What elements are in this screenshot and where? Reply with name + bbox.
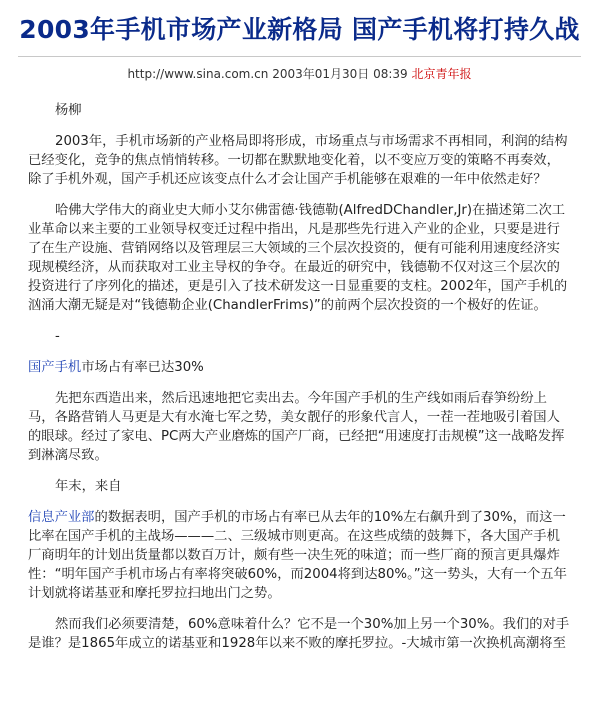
article-body (28, 82, 571, 653)
paragraph-5 (28, 508, 571, 603)
paragraph-3: 先把东西造出来，然后迅速地把它卖出去。今年国产手机的生产线如雨后春笋纷纷上马，各路营销人马更是大有水淹七军之势，美女靓仔的形象代言人，一茬一茬地吸引着国人的眼球。经过了家电、PC两大产业磨炼的国产厂商，已经把“用速度打击规模”这一战略发挥到淋漓尽致。 (28, 391, 565, 463)
paragraph-6: 然而我们必须要清楚，60%意味着什么？它不是一个30%加上另一个30%。我们的对手是谁？是1865年成立的诺基亚和1928年以来不败的摩托罗拉。-大城市第一次换机高潮将至 (28, 617, 570, 651)
separator-dash: - (55, 329, 60, 344)
article-url: http://www.sina.com.cn (127, 67, 269, 81)
section-heading-text: 市场占有率已达30% (81, 360, 204, 375)
headline-divider (18, 56, 581, 57)
section-link[interactable]: 国产手机 (28, 360, 82, 375)
paragraph-5-text: 的数据表明，国产手机的市场占有率已从去年的10%左右飙升到了30%，而这一比率在国产手机的主战场———二、三级城市则更高。在这些成绩的鼓舞下，各大国产手机厂商明年的计划出货量都以数百万计，颇有些一决生死的味道；而一些厂商的预言更具爆炸性：“明年国产手机市场占有率将突破60%，而2004将到达80%。”这一势头，大有一个五年计划就将诺基亚和摩托罗拉扫地出门之势。 (28, 510, 567, 601)
paragraph-4: 年末，来自 (55, 479, 122, 494)
section-heading (28, 358, 571, 377)
paragraph-2: 哈佛大学伟大的商业史大师小艾尔佛雷德·钱德勒(AlfredDChandler,Jr)在描述第二次工业革命以来主要的工业领导权变迁过程中指出，凡是那些先行进入产业的企业，只要是进行了在生产设施、营销网络以及管理层三大领域的三个层次投资的，便有可能利用速度经济实现规模经济，从而获取对工业主导权的争夺。在最近的研究中，钱德勒不仅对这三个层次的投资进行了序列化的描述，更是引入了技术研发这一日显重要的支柱。2002年，国产手机的汹涌大潮无疑是对“钱德勒企业(ChandlerFrims)”的前两个层次投资的一个极好的佐证。 (28, 203, 568, 313)
article-source[interactable]: 北京青年报 (411, 67, 472, 81)
article-datetime: 2003年01月30日 08:39 (272, 67, 408, 81)
article-meta (0, 65, 599, 82)
ministry-link[interactable]: 信息产业部 (28, 510, 95, 525)
article-author: 杨柳 (55, 103, 82, 118)
article-headline: 2003年手机市场产业新格局 国产手机将打持久战 (19, 15, 580, 44)
paragraph-1: 2003年，手机市场新的产业格局即将形成，市场重点与市场需求不再相同，利润的结构已经变化，竞争的焦点悄悄转移。一切都在默默地变化着，以不变应万变的策略不再奏效，除了手机外观，国产手机还应该变点什么才会让国产手机能够在艰难的一年中依然走好？ (28, 134, 568, 187)
